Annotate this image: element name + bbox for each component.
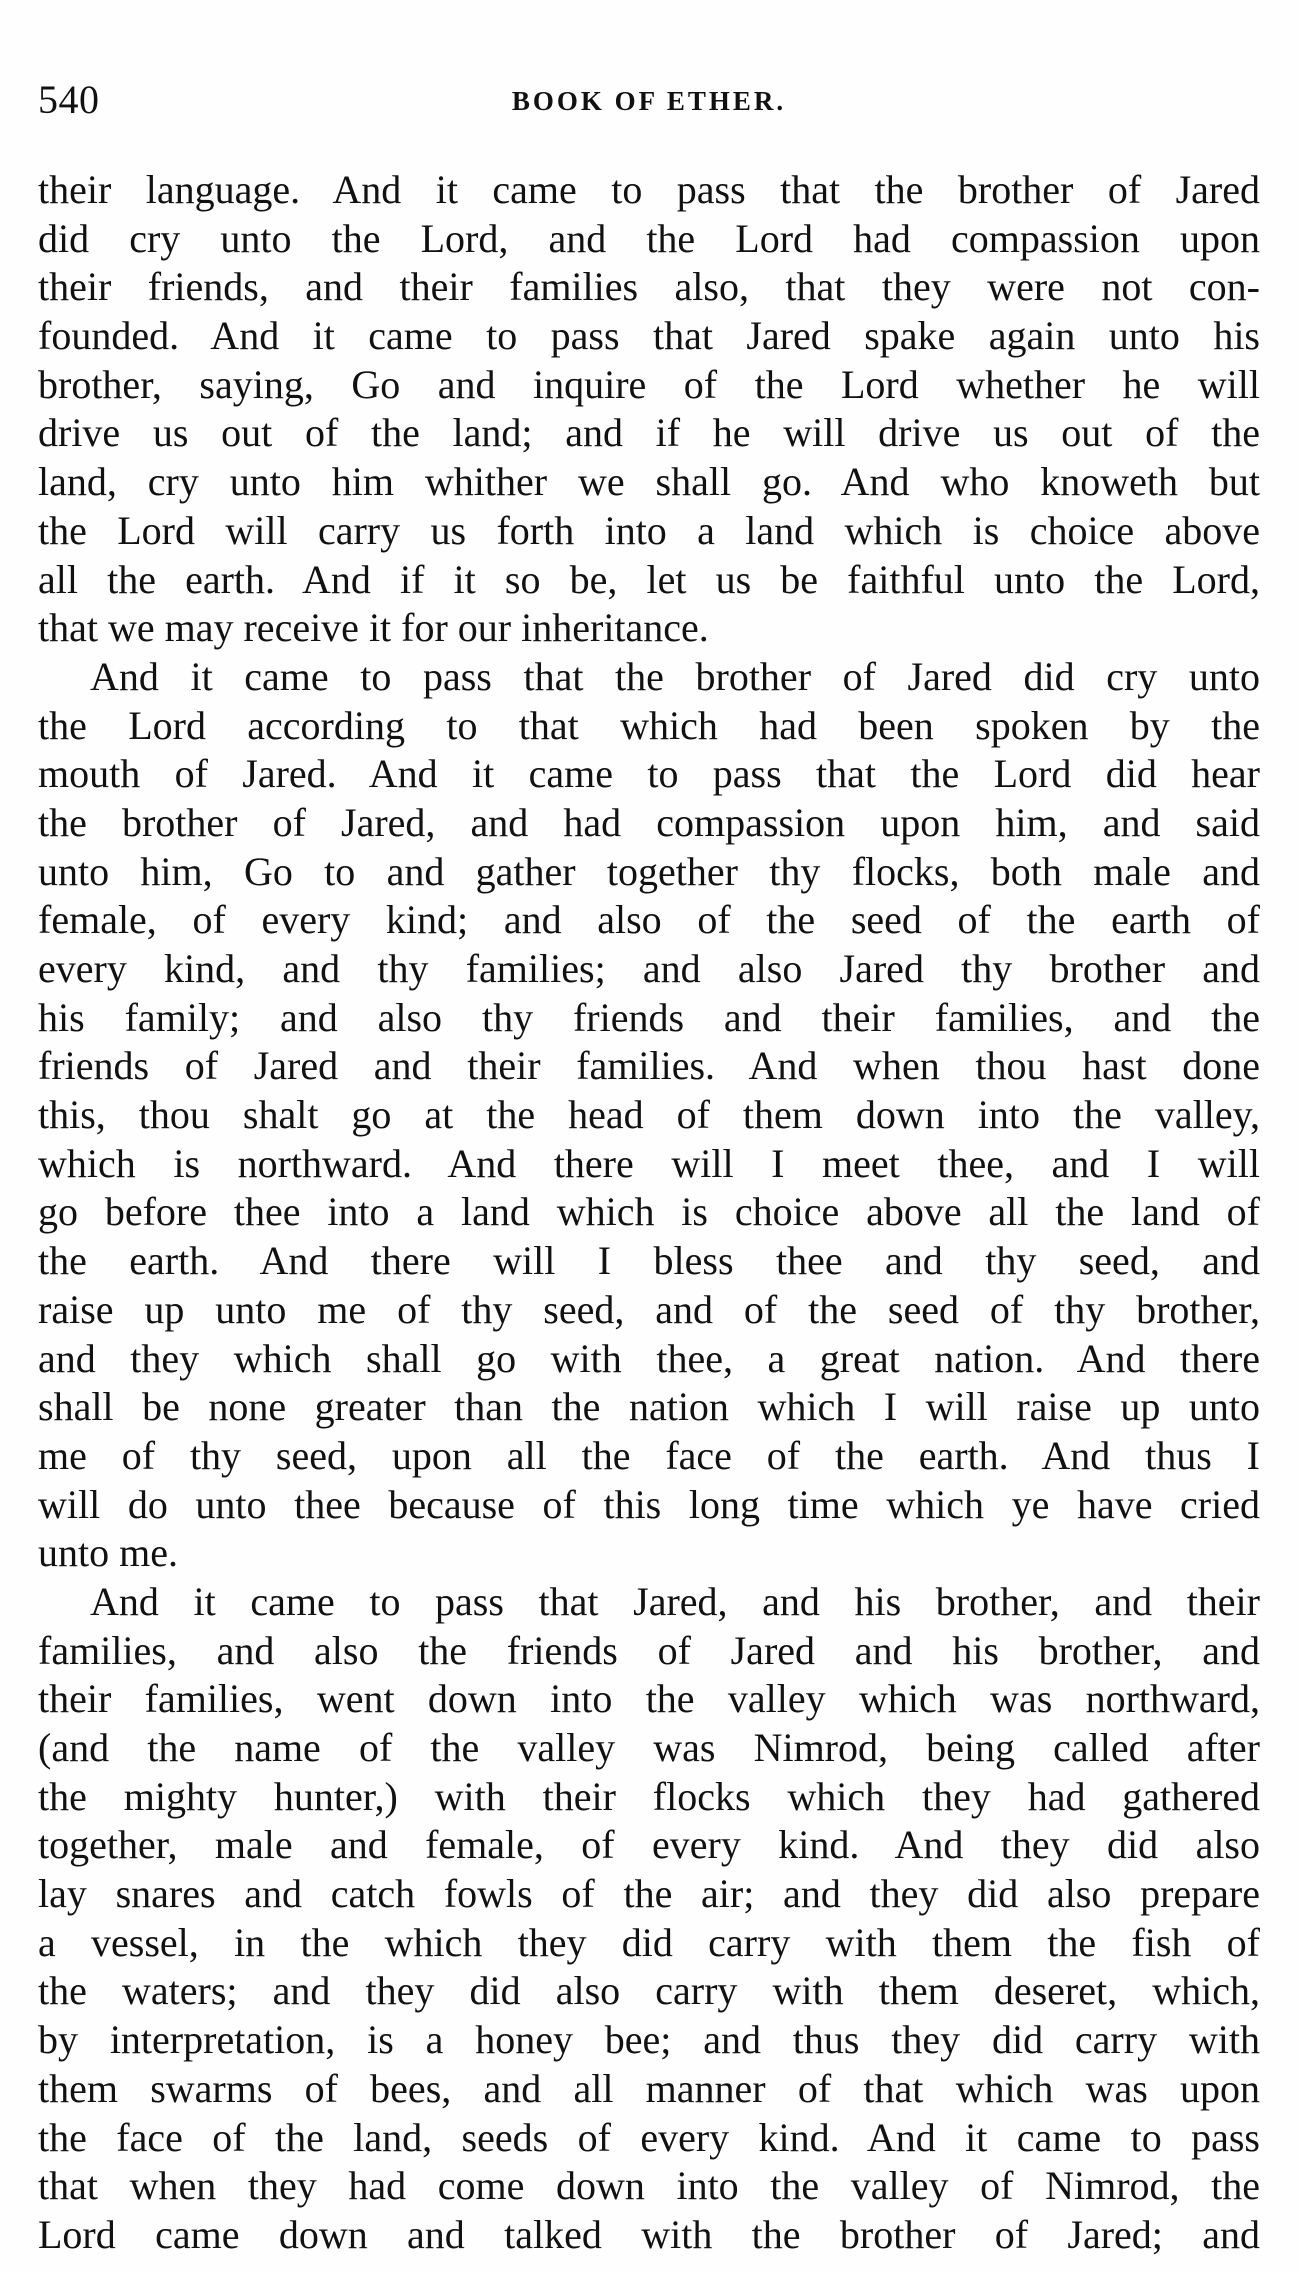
text-line: land, cry unto him whither we shall go. And who knoweth but <box>38 459 1260 505</box>
text-line: every kind, and thy families; and also Jared thy brother and <box>38 946 1260 991</box>
paragraph-first-line: And it came to pass that Jared, and his brother, and their <box>90 1578 1260 1624</box>
text-line: their friends, and their families also, that they were not con- <box>38 264 1260 310</box>
text-line: families, and also the friends of Jared and his brother, and <box>38 1627 1260 1673</box>
text-line: female, of every kind; and also of the seed of the earth of <box>38 897 1260 943</box>
text-line: Lord came down and talked with the brother of Jared; and <box>38 2211 1260 2257</box>
text-line: the earth. And there will I bless thee and thy seed, and <box>38 1238 1260 1284</box>
text-line: did cry unto the Lord, and the Lord had compassion upon <box>38 215 1260 261</box>
text-line: unto me. <box>38 1530 178 1576</box>
text-line: the Lord according to that which had been spoken by the <box>38 702 1260 748</box>
text-line: by interpretation, is a honey bee; and thus they did carry with <box>38 2017 1260 2063</box>
text-line: and they which shall go with thee, a great nation. And there <box>38 1335 1260 1381</box>
text-line: that when they had come down into the valley of Nimrod, the <box>38 2163 1260 2209</box>
text-line: a vessel, in the which they did carry with them the fish of <box>38 1919 1260 1965</box>
page-number: 540 <box>38 77 100 122</box>
text-line: will do unto thee because of this long time which ye have cried <box>38 1481 1260 1527</box>
text-line: his family; and also thy friends and their families, and the <box>38 994 1260 1040</box>
text-line: which is northward. And there will I meet thee, and I will <box>38 1140 1260 1186</box>
text-line: shall be none greater than the nation which I will raise up unto <box>38 1384 1260 1430</box>
text-line: the mighty hunter,) with their flocks which they had gathered <box>38 1773 1260 1819</box>
text-line: them swarms of bees, and all manner of that which was upon <box>38 2065 1260 2111</box>
text-line: friends of Jared and their families. And when thou hast done <box>38 1043 1260 1089</box>
text-line: me of thy seed, upon all the face of the earth. And thus I <box>38 1432 1260 1478</box>
text-line: the waters; and they did also carry with them deseret, which, <box>38 1968 1260 2014</box>
text-line: founded. And it came to pass that Jared spake again unto his <box>38 313 1260 359</box>
text-line: drive us out of the land; and if he will drive us out of the <box>38 410 1260 456</box>
text-line: unto him, Go to and gather together thy flocks, both male and <box>38 848 1260 894</box>
text-line: this, thou shalt go at the head of them down into the valley, <box>38 1092 1260 1138</box>
text-line: the brother of Jared, and had compassion upon him, and said <box>38 799 1260 845</box>
running-head: BOOK OF ETHER. <box>511 86 787 116</box>
text-line: go before thee into a land which is choice above all the land of <box>38 1189 1260 1235</box>
text-line: the Lord will carry us forth into a land which is choice above <box>38 507 1260 553</box>
text-line: that we may receive it for our inheritance. <box>38 605 709 651</box>
text-line: lay snares and catch fowls of the air; and they did also prepare <box>38 1871 1260 1917</box>
text-line: raise up unto me of thy seed, and of the seed of thy brother, <box>38 1286 1260 1332</box>
text-line: brother, saying, Go and inquire of the Lord whether he will <box>38 361 1260 407</box>
text-line: (and the name of the valley was Nimrod, being called after <box>38 1725 1260 1770</box>
page-header <box>38 76 1260 120</box>
text-line: the face of the land, seeds of every kind. And it came to pass <box>38 2114 1260 2160</box>
text-line: all the earth. And if it so be, let us be faithful unto the Lord, <box>38 556 1260 602</box>
text-line: their language. And it came to pass that the brother of Jared <box>38 167 1260 212</box>
text-line: their families, went down into the valley which was northward, <box>38 1676 1260 1722</box>
text-line: together, male and female, of every kind. And they did also <box>38 1822 1260 1868</box>
text-line: mouth of Jared. And it came to pass that the Lord did hear <box>38 751 1260 797</box>
body-text <box>38 166 1260 2260</box>
paragraph-first-line: And it came to pass that the brother of Jared did cry unto <box>90 653 1260 699</box>
